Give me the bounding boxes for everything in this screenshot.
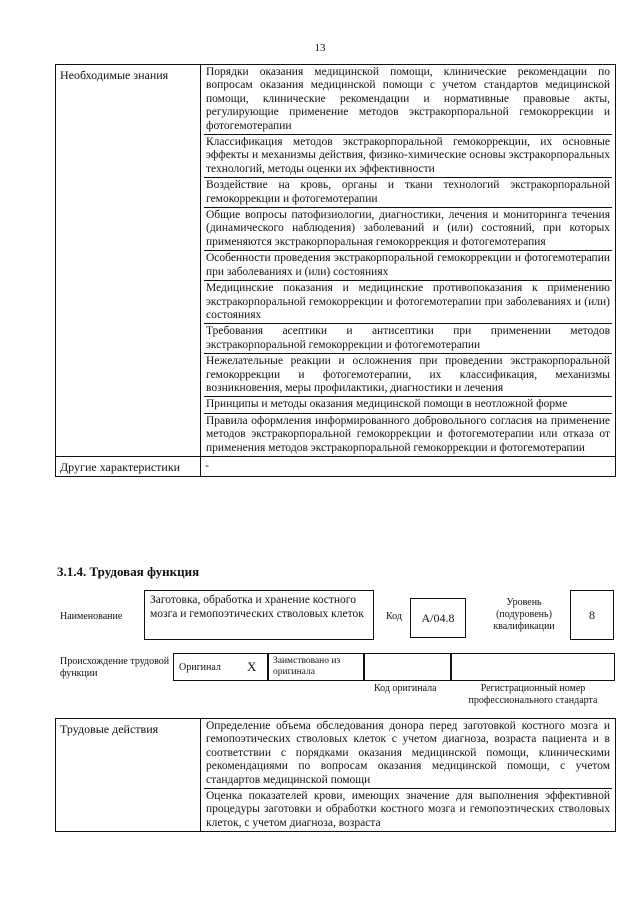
other-characteristics-row [56, 456, 616, 476]
original-box [173, 653, 268, 681]
actions-items-cell [201, 719, 616, 832]
knowledge-item: Принципы и методы оказания медицинской помощи в неотложной форме [204, 397, 612, 413]
other-characteristics-value: - [201, 456, 616, 476]
name-label: Наименование [60, 611, 123, 622]
knowledge-item: Требования асептики и антисептики при применении методов экстракорпоральной гемокоррекции и фотогемотерапии [204, 324, 612, 354]
actions-table [55, 718, 616, 832]
knowledge-item: Медицинские показания и медицинские противопоказания к применению экстракорпоральной гемокоррекции и фотогемотерапии при заболеваниях и (или) состояниях [204, 281, 612, 324]
level-value: 8 [589, 608, 595, 622]
knowledge-item: Нежелательные реакции и осложнения при проведении экстракорпоральной гемокоррекции и фотогемотерапии, их классификация, механизмы возникновения, меры профилактики, диагностики и лечения [204, 354, 612, 397]
borrowed-box [268, 653, 364, 681]
code-original-box [364, 653, 451, 681]
actions-label: Трудовые действия [56, 719, 201, 832]
knowledge-item: Воздействие на кровь, органы и ткани технологий экстракорпоральной гемокоррекции и фотогемотерапии [204, 178, 612, 208]
knowledge-table [55, 64, 616, 477]
code-original-caption: Код оригинала [374, 683, 437, 694]
function-name-box [144, 590, 374, 640]
knowledge-item: Особенности проведения экстракорпоральной гемокоррекции и фотогемотерапии при заболеваниях и (или) состояниях [204, 251, 612, 281]
borrowed-label: Заимствовано из оригинала [273, 656, 341, 677]
original-label: Оригинал [179, 662, 221, 673]
knowledge-row [56, 65, 616, 457]
original-mark: X [247, 659, 257, 674]
knowledge-items-cell [201, 65, 616, 457]
page-number: 13 [314, 42, 326, 54]
reg-number-caption: Регистрационный номер профессионального стандарта [468, 683, 598, 706]
knowledge-item: Общие вопросы патофизиологии, диагностики, лечения и мониторинга течения (динамического наблюдения) заболеваний и (или) состояний, при которых применяются экстракорпоральная гемокоррекция и фотогемотерапия [204, 208, 612, 251]
code-label: Код [386, 611, 402, 622]
origin-label: Происхождение трудовой функции [60, 656, 170, 679]
function-name: Заготовка, обработка и хранение костного мозга и гемопоэтических стволовых клеток [150, 594, 364, 620]
other-characteristics-label: Другие характеристики [56, 456, 201, 476]
actions-row [56, 719, 616, 832]
knowledge-item: Порядки оказания медицинской помощи, клинические рекомендации по вопросам оказания медицинской помощи с учетом стандартов медицинской помощи, клинические рекомендации и нормативные правовые акты, регулирующие применение методов экстракорпоральной гемокоррекции и фотогемотерапии [204, 65, 612, 135]
action-item: Определение объема обследования донора перед заготовкой костного мозга и гемопоэтических стволовых клеток с учетом диагноза, возраста пациента и в соответствии с порядками оказания медицинской помощи, клиническими рекомендациями по вопросам оказания медицинской помощи, с учетом стандартов медицинской помощи [204, 719, 612, 789]
knowledge-item: Правила оформления информированного добровольного согласия на применение методов экстракорпоральной гемокоррекции и фотогемотерапии или отказа от применения методов экстракорпоральной гемокоррекции и фотогемотерапии [206, 414, 610, 454]
level-box [570, 590, 614, 640]
reg-number-box [451, 653, 615, 681]
section-title: 3.1.4. Трудовая функция [57, 564, 200, 579]
knowledge-label: Необходимые знания [56, 65, 201, 457]
code-box [410, 598, 466, 638]
level-label: Уровень (подуровень) квалификации [493, 597, 555, 632]
code-value: A/04.8 [421, 611, 455, 625]
knowledge-item: Классификация методов экстракорпоральной гемокоррекции, их основные эффекты и механизмы действия, физико-химические основы экстракорпоральных технологий, методы оценки их эффективности [204, 135, 612, 178]
action-item: Оценка показателей крови, имеющих значение для выполнения эффективной процедуры заготовки и обработки костного мозга и гемопоэтических стволовых клеток, с учетом диагноза, возраста [206, 790, 610, 829]
